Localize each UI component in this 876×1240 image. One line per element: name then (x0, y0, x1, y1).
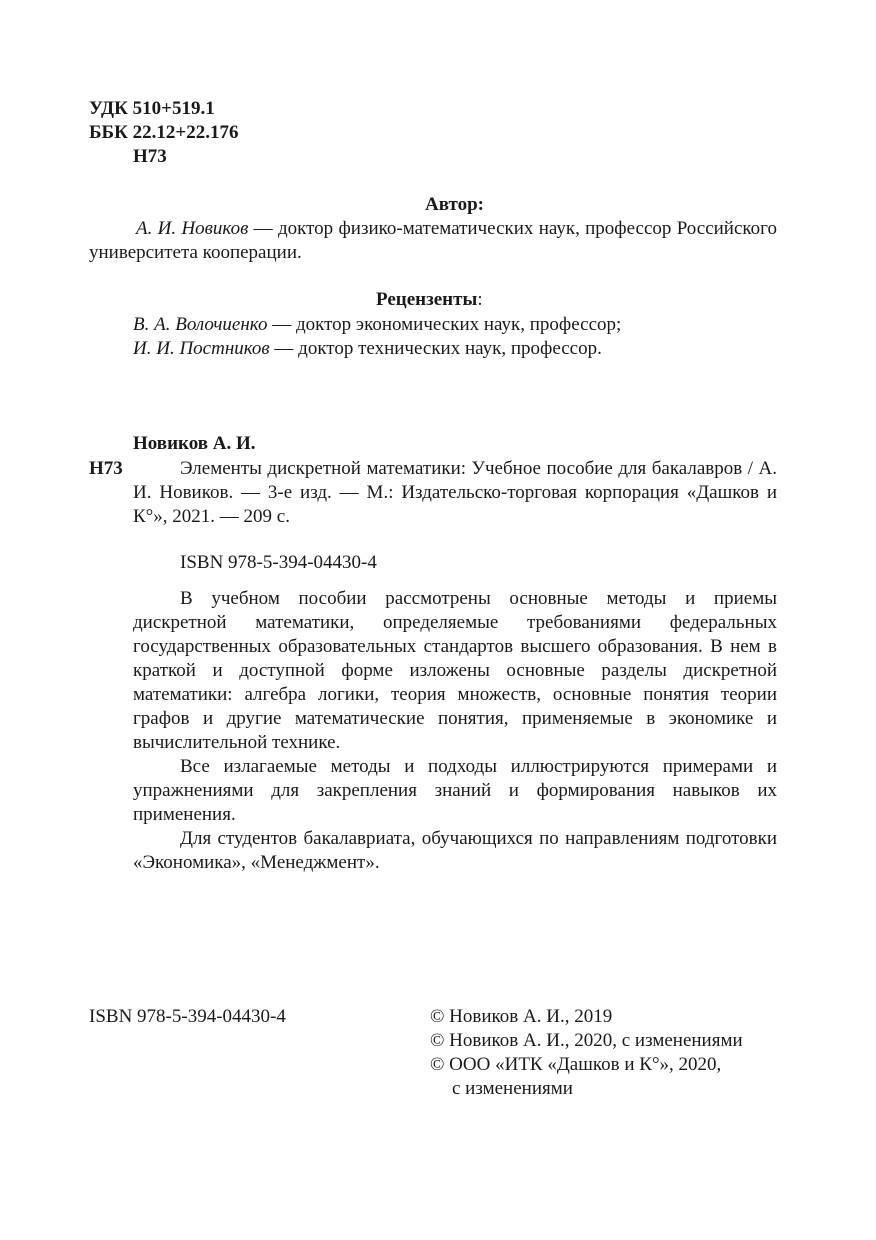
author-sign-top: Н73 (133, 146, 167, 167)
udk-code: УДК 510+519.1 (89, 98, 215, 119)
author-entry (89, 217, 777, 265)
abstract-paragraph: Все излагаемые методы и подходы иллюстрируются примерами и упражнениями для закрепления знаний и формирования навыков их применения. (133, 756, 777, 825)
copyright-line: © Новиков А. И., 2019 (430, 1006, 613, 1027)
copyright-line: © Новиков А. И., 2020, с изменениями (430, 1030, 743, 1051)
catalog-sign: Н73 (89, 458, 123, 479)
catalog-isbn: ISBN 978-5-394-04430-4 (180, 552, 377, 573)
catalog-author: Новиков А. И. (133, 433, 256, 454)
reviewer-2: И. И. Постников — доктор технических наук, профессор. (133, 338, 602, 359)
copyright-line: с изменениями (452, 1078, 573, 1099)
author-heading: Автор: (425, 194, 484, 215)
footer-isbn: ISBN 978-5-394-04430-4 (89, 1006, 286, 1027)
copyright-line: © ООО «ИТК «Дашков и К°», 2020, (430, 1054, 722, 1075)
author-desc: — доктор физико-математических наук, профессор Российского университета кооперации. (89, 218, 777, 263)
reviewer-1: В. А. Волочиенко — доктор экономических наук, профессор; (133, 314, 622, 335)
catalog-description: Элементы дискретной математики: Учебное пособие для бакалавров / А. И. Новиков. — 3-е изд. — М.: Издательско-торговая корпорация «Дашков и К°», 2021. — 209 с. (133, 458, 777, 527)
abstract-paragraph: В учебном пособии рассмотрены основные методы и приемы дискретной математики, определяемые требованиями федеральных государственных образовательных стандартов высшего образования. В нем в краткой и доступной форме изложены основные разделы дискретной математики: алгебра логики, теория множеств, основные понятия теории графов и другие математические понятия, применяемые в экономике и вычислительной технике. (133, 588, 777, 753)
bbk-code: ББК 22.12+22.176 (89, 122, 239, 143)
abstract (133, 587, 777, 875)
reviewers-heading: Рецензенты: (376, 289, 483, 310)
author-name: А. И. Новиков (136, 218, 249, 239)
abstract-paragraph: Для студентов бакалавриата, обучающихся по направлениям подготовки «Экономика», «Менеджмент». (133, 828, 777, 873)
